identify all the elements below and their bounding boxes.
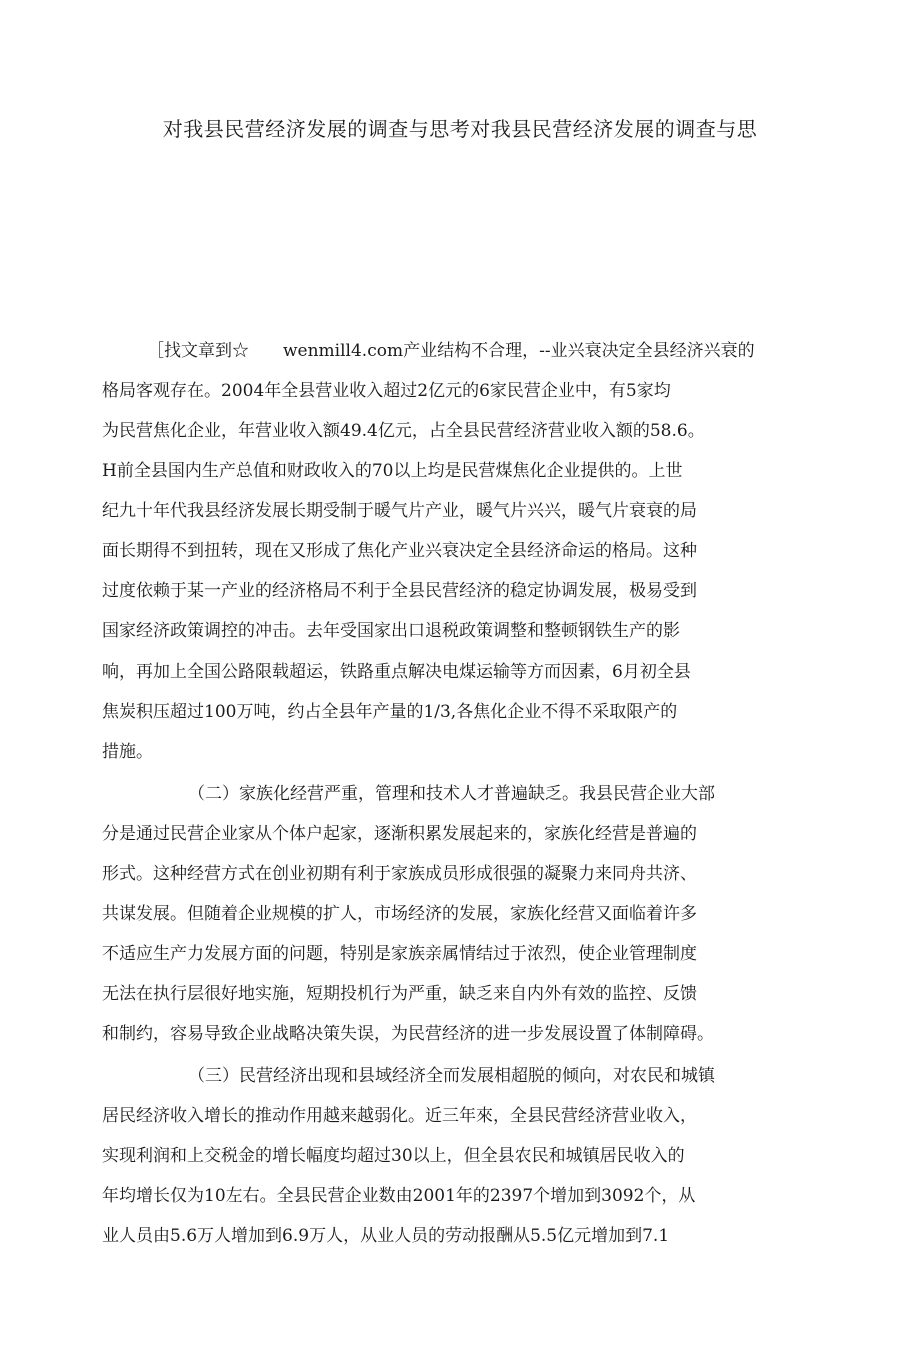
body-line: 共谋发展。但随着企业规模的扩人，市场经济的发展，家族化经营又面临着许多 <box>102 904 697 924</box>
body-line: 措施。 <box>102 742 153 762</box>
body-line: 响，再加上全国公路限载超运，铁路重点解决电煤运输等方而因素，6月初全县 <box>102 662 691 682</box>
section-heading-2: （二）家族化经营严重，管理和技术人才普遍缺乏。我县民营企业大部 <box>188 784 715 804</box>
body-line: 焦炭积压超过100万吨，约占全县年产量的1/3,各焦化企业不得不采取限产的 <box>102 702 678 722</box>
section-heading-3: （三）民营经济出现和县域经济全而发展相超脱的倾向，对农民和城镇 <box>188 1066 715 1086</box>
body-line: ［找文章到☆ wenmill4.com产业结构不合理，--业兴衰决定全县经济兴衰的 <box>147 341 755 361</box>
body-line: 面长期得不到扭转，现在又形成了焦化产业兴衰决定全县经济命运的格局。这种 <box>102 541 697 561</box>
document-title: 对我县民营经济发展的调查与思考对我县民营经济发展的调查与思 <box>162 117 758 141</box>
body-line: 和制约，容易导致企业战略决策失误，为民营经济的进一步发展设置了体制障碍。 <box>102 1024 714 1044</box>
body-line: H前全县国内生产总值和财政收入的70以上均是民营煤焦化企业提供的。上世 <box>102 461 683 481</box>
body-line: 年均增长仅为10左右。全县民营企业数由2001年的2397个增加到3092个，从 <box>102 1186 696 1206</box>
body-line: 业人员由5.6万人增加到6.9万人，从业人员的劳动报酬从5.5亿元增加到7.1 <box>102 1226 670 1246</box>
body-line: 居民经济收入增长的推动作用越来越弱化。近三年來，全县民营经济营业收入， <box>102 1106 697 1126</box>
body-line: 为民营焦化企业，年营业收入额49.4亿元，占全县民营经济营业收入额的58.6。 <box>102 421 705 441</box>
body-line: 分是通过民营企业家从个体户起家，逐渐积累发展起来的，家族化经营是普遍的 <box>102 824 697 844</box>
body-line: 无法在执行层很好地实施，短期投机行为严重，缺乏来自内外有效的监控、反馈 <box>102 984 697 1004</box>
body-line: 实现利润和上交税金的增长幅度均超过30以上，但全县农民和城镇居民收入的 <box>102 1146 685 1166</box>
body-line: 形式。这种经营方式在创业初期有利于家族成员形成很强的凝聚力来同舟共济、 <box>102 864 697 884</box>
body-line: 过度依赖于某一产业的经济格局不利于全县民营经济的稳定协调发展，极易受到 <box>102 581 697 601</box>
body-line: 不适应生产力发展方面的问题，特别是家族亲属情结过于浓烈，使企业管理制度 <box>102 944 697 964</box>
body-line: 格局客观存在。2004年全县营业收入超过2亿元的6家民营企业中，有5家均 <box>102 381 671 401</box>
body-line: 纪九十年代我县经济发展长期受制于暖气片产业，暖气片兴兴，暖气片衰衰的局 <box>102 501 697 521</box>
body-line: 国家经济政策调控的冲击。去年受国家出口退税政策调整和整顿钢铁生产的影 <box>102 621 680 641</box>
